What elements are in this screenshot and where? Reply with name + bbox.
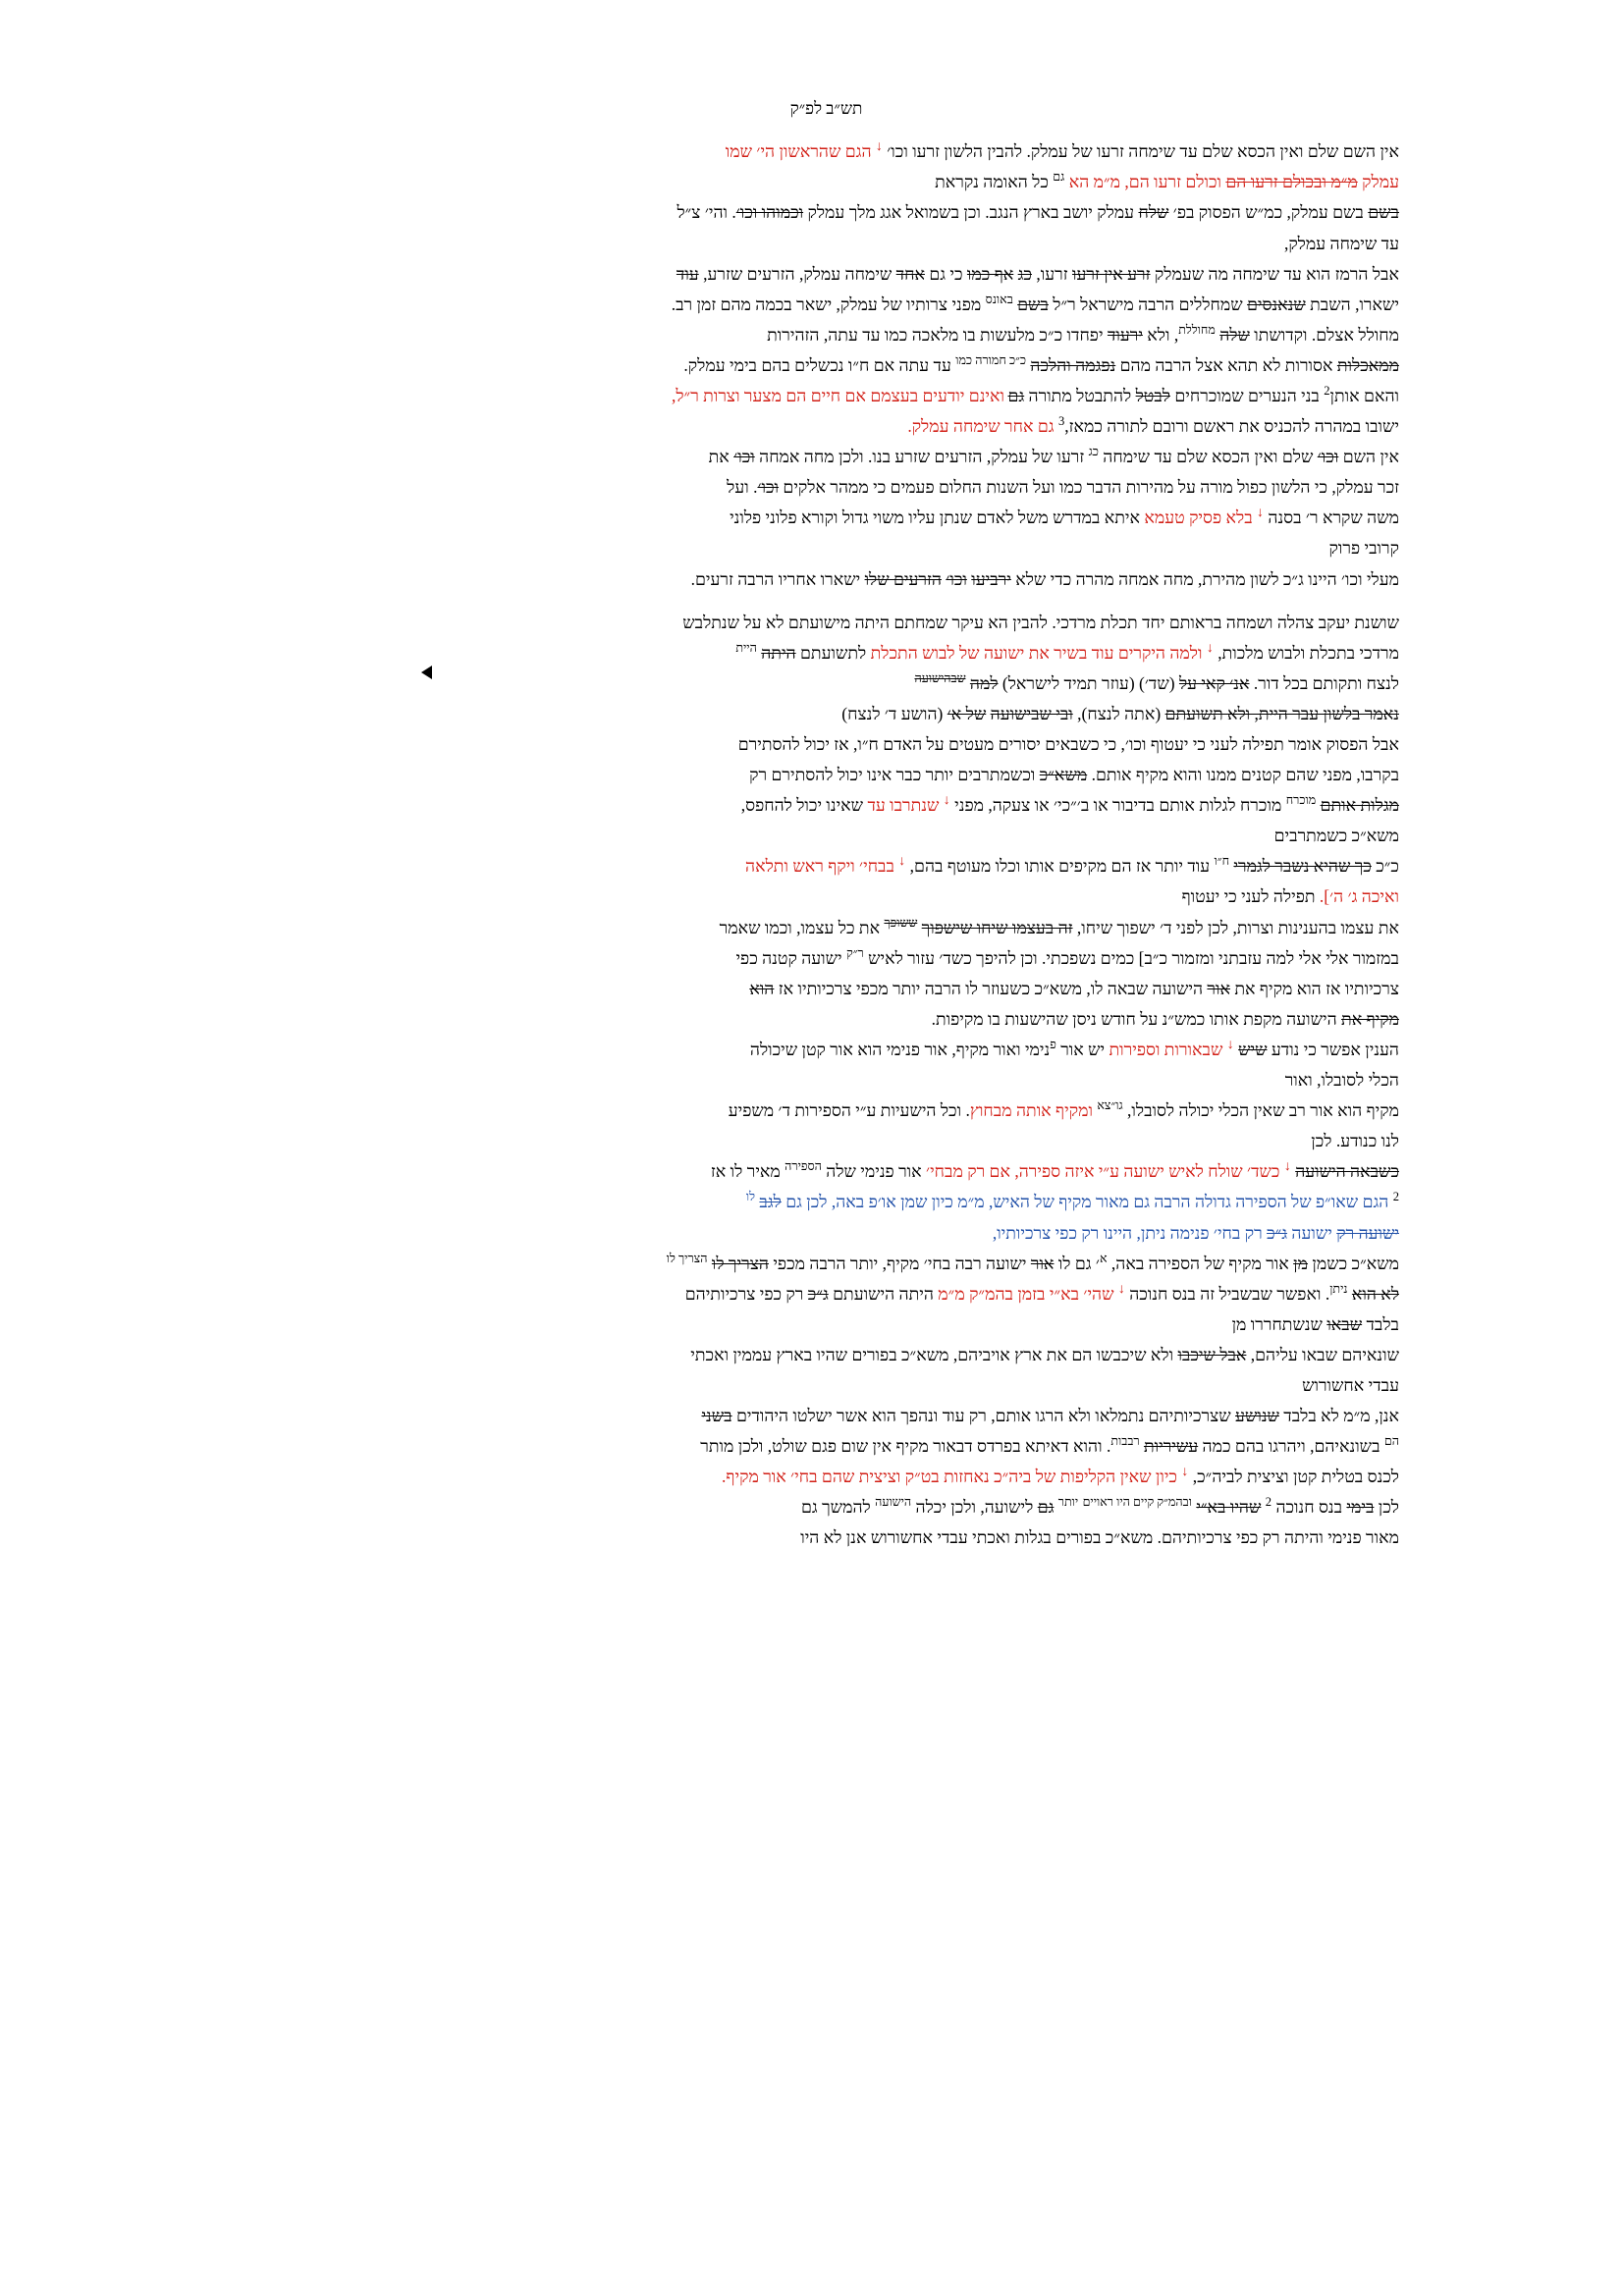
- paragraph: [224, 411, 1399, 441]
- text-run: זרעו,: [1032, 263, 1072, 284]
- text-run: ולא שיכבשו הם את ארץ אויביהם, משא״כ בפורים שהיו בארץ עממין ואכתי: [690, 1344, 1178, 1364]
- text-run: צרכיותיו אז הוא מקיף את: [1230, 978, 1399, 998]
- paragraph: [224, 1370, 1399, 1400]
- text-run: הוא: [749, 978, 775, 998]
- text-run: ישועה רבה בחי׳ מקיף, יותר הרבה מכפי: [768, 1253, 1031, 1273]
- text-run: שמחללים הרבה מישראל ר״ל: [1048, 294, 1247, 314]
- text-run: זכר עמלק, כי הלשון כפול מורה על מהירות הדבר כמו ועל השנות החלום פעמים כי ממהר אלקים: [779, 477, 1399, 498]
- text-run: היתה: [761, 642, 796, 663]
- text-run: כיון שאין הקליפות של ביה״כ נאחזות בט״ק וציצית שהם בחי׳ אור מקיף.: [722, 1467, 1182, 1487]
- text-run: תפילה לעני כי יעטוף: [1181, 886, 1320, 907]
- text-run: כי גם: [924, 263, 967, 284]
- text-run: כל האומה נקראת: [935, 172, 1054, 192]
- text-run: אף כמו: [966, 263, 1014, 284]
- text-run: היית: [735, 640, 757, 655]
- paragraph: [224, 1004, 1399, 1034]
- text-run: ובי שבישועה: [990, 703, 1073, 723]
- text-run: ומקיף אותה מבחוץ: [969, 1100, 1093, 1121]
- text-run: בשם: [1017, 294, 1049, 314]
- text-run: לתשועתם: [795, 642, 871, 663]
- text-run: (שד׳) (עוזר תמיד לישראל): [998, 672, 1179, 693]
- text-run: פ: [1050, 1038, 1056, 1052]
- text-run: ↓: [1181, 1465, 1189, 1480]
- text-run: זרעו של עמלק, הזרעים שזרע בנו. ולכן מחה אמחה: [754, 447, 1089, 467]
- text-run: ו״צא: [1097, 1098, 1119, 1113]
- text-run: ניתן: [1329, 1281, 1348, 1296]
- text-run: לכן: [1374, 1497, 1399, 1518]
- text-run: לו: [745, 1190, 756, 1204]
- text-run: בני הנערים שמוכרחים: [1170, 385, 1325, 405]
- text-run: בשם: [1368, 202, 1399, 223]
- text-run: את: [708, 447, 734, 467]
- text-run: מרדכי בתכלת ולבוש מלכות,: [1213, 642, 1399, 663]
- text-run: גם: [1007, 385, 1025, 405]
- text-run: מוכרח: [1285, 793, 1317, 808]
- paragraph: [224, 197, 1399, 227]
- paragraph: [224, 167, 1399, 196]
- text-run: קרובי פרוק: [1328, 538, 1399, 559]
- paragraph: [224, 1095, 1399, 1125]
- text-run: לישועה, ולכן יכלה: [911, 1497, 1038, 1518]
- text-run: שנשתחררו מן: [1231, 1313, 1327, 1334]
- text-run: ג״כ: [807, 1283, 829, 1304]
- text-run: שבאורות וספירות: [1109, 1039, 1227, 1059]
- paragraph: [224, 1431, 1399, 1461]
- text-run: זרע אין זרעו: [1071, 263, 1151, 284]
- text-run: את עצמו בהענינות וצרות, לכן לפני ד׳ ישפוך שיחו,: [1072, 917, 1399, 937]
- text-run: מוכרח לגלות אותם בדיבור או ב׳״כי׳ או צעקה, מפני: [949, 795, 1286, 816]
- text-run: משא״כ: [1039, 765, 1088, 785]
- paragraph: [224, 381, 1399, 410]
- text-run: שושנת יעקב צהלה ושמחה בראותם יחד תכלת מרדכי. להבין הא עיקר שמחתם היתה מישועתם לא על שנתלבש: [682, 612, 1399, 632]
- paragraph: [224, 668, 1399, 698]
- text-run: וכולם זרעו הם, מ״מ הא: [1064, 172, 1226, 192]
- text-run: הכלי לסובלו, ואור: [1284, 1070, 1399, 1091]
- text-run: ישארו אחריו הרבה זרעים.: [690, 568, 865, 589]
- paragraph: [224, 564, 1399, 594]
- text-run: שנתרבו עד: [867, 795, 944, 816]
- text-run: למה: [969, 672, 999, 693]
- text-run: ואיכה ג׳ ה׳].: [1319, 886, 1399, 907]
- text-run: . והוא דאיתא בפרדס דבאור מקיף אין שום פגם שולט, ולכן מותר: [700, 1436, 1111, 1457]
- text-run: לגב: [759, 1192, 782, 1212]
- paragraph: [224, 1492, 1399, 1522]
- text-run: וכו׳: [1317, 447, 1339, 467]
- text-run: נימי ואור מקיף, אור פנימי הוא אור קטן שיכולה: [749, 1039, 1051, 1059]
- text-run: של א׳: [947, 703, 987, 723]
- paragraph: [224, 1249, 1399, 1278]
- text-run: להתבטל מתורה: [1024, 385, 1136, 405]
- text-run: ישועה רק: [1336, 1222, 1399, 1243]
- text-run: בשונאיהם, ויהרגו בהם כמה: [1198, 1436, 1384, 1457]
- text-run: לנו כנודע. לכן: [1311, 1131, 1399, 1151]
- text-run: ↓: [1206, 640, 1214, 656]
- text-run: . ואפשר שבשביל זה בנס חנוכה: [1124, 1283, 1330, 1304]
- text-run: שאינו יכול להחפס,: [740, 795, 868, 816]
- text-run: ולמה היקרים עוד בשיר את ישועה של לבוש התכלת: [870, 642, 1207, 663]
- text-run: . וכל הישעיות ע״י הספירות ד׳ משפיע: [728, 1100, 970, 1121]
- text-run: מגלות אותם: [1320, 795, 1399, 816]
- text-run: עמלק: [1357, 172, 1399, 192]
- text-run: בשני: [701, 1406, 732, 1426]
- text-run: ↓: [1257, 506, 1265, 521]
- text-run: אחד: [895, 263, 925, 284]
- text-run: בימי: [1346, 1497, 1375, 1518]
- paragraph: [224, 760, 1399, 789]
- text-run: ישועה קטנה כפי: [735, 947, 846, 968]
- paragraph: [224, 608, 1399, 637]
- text-run: . והי׳ צ״ל: [676, 202, 736, 223]
- text-run: מפני צרותיו של עמלק, ישאר בכמה מהם זמן רב.: [671, 294, 986, 314]
- text-run: הם: [1383, 1434, 1399, 1449]
- text-run: אין השם שלם ואין הכסא שלם עד שימחה זרעו של עמלק. להבין הלשון זרעו וכו׳: [882, 141, 1399, 162]
- text-run: לבטל: [1135, 385, 1170, 405]
- text-run: שנושע: [1235, 1406, 1279, 1426]
- text-run: הענין אפשר כי נודע: [1267, 1039, 1399, 1059]
- text-run: והאם אותן: [1329, 385, 1399, 405]
- text-run: מאיר לו אז: [710, 1161, 785, 1182]
- text-run: ↓: [1117, 1281, 1125, 1297]
- text-run: עד עתה אם ח״ו נכשלים בהם בימי עמלק.: [683, 354, 956, 375]
- paragraph: [224, 1309, 1399, 1339]
- text-run: ח״ו: [1214, 854, 1230, 869]
- text-run: , ולא: [1142, 324, 1179, 345]
- paragraph: [224, 320, 1399, 349]
- text-run: ירביעו: [971, 568, 1011, 589]
- paragraph: [224, 821, 1399, 850]
- text-run: מחוללת: [1178, 322, 1216, 337]
- text-run: א: [1099, 1251, 1108, 1265]
- paragraph: [224, 1156, 1399, 1186]
- text-run: משה שקרא ר׳ בסנה: [1264, 507, 1399, 528]
- text-run: שהי׳ בא״י בזמן בהמ״ק מ״מ: [938, 1283, 1118, 1304]
- text-run: הגם שהראשון הי׳ שמו: [725, 141, 876, 162]
- paragraph: [224, 729, 1399, 759]
- text-run: מחולל אצלם. וקדושתו: [1249, 324, 1399, 345]
- document-body: [224, 94, 1399, 1554]
- text-run: כג: [1017, 263, 1032, 284]
- text-run: יפחדו כ״כ מלעשות בו מלאכה כמו עד עתה, הזהירות: [767, 324, 1108, 345]
- paragraph: [224, 442, 1399, 471]
- paragraph: [224, 1126, 1399, 1155]
- text-run: כשבאה הישועה: [1295, 1161, 1399, 1182]
- text-run: יותר: [1057, 1495, 1079, 1510]
- text-run: הזרעים שלו: [864, 568, 942, 589]
- text-run: בנס חנוכה: [1271, 1497, 1347, 1518]
- text-run: באונס: [985, 292, 1013, 306]
- text-run: לכנס בטלית קטן וציצית לביה״כ,: [1188, 1467, 1399, 1487]
- text-run: ג״כ: [1267, 1222, 1288, 1243]
- text-run: הצריך לו: [666, 1251, 708, 1265]
- text-run: שבאו: [1326, 1313, 1363, 1334]
- text-run: הגם שאו״פ של הספירה גדולה הרבה גם מאור מקיף של האיש, מ״מ כיון שמן או׳פ באה, לכן גם: [781, 1192, 1393, 1212]
- paragraph: [224, 1462, 1399, 1491]
- text-run: ישארו, השבת: [1305, 294, 1399, 314]
- text-run: כך שהיא נשבר לגמרי: [1233, 856, 1372, 877]
- text-run: בקרבו, מפני שהם קטנים ממנו והוא מקיף אותם.: [1087, 765, 1399, 785]
- paragraph: [224, 913, 1399, 942]
- text-run: רבבות: [1110, 1434, 1140, 1449]
- text-run: אנ׳ קאי על: [1178, 672, 1250, 693]
- text-run: עבדי אחשורוש: [1302, 1374, 1399, 1395]
- text-run: אור פנימי שלה: [821, 1161, 927, 1182]
- paragraph: [224, 1279, 1399, 1308]
- paragraph: [224, 881, 1399, 911]
- text-run: בבחי׳ ויקף ראש ותלאה: [745, 856, 899, 877]
- text-run: את כל עצמו, וכמו שאמר: [719, 917, 885, 937]
- text-run: וכו׳: [733, 447, 755, 467]
- paragraph: [224, 259, 1399, 289]
- text-run: ממאכלות: [1336, 354, 1399, 375]
- text-run: הישועה: [875, 1495, 912, 1510]
- paragraph: [224, 1187, 1399, 1216]
- text-run: אור: [1207, 978, 1230, 998]
- text-run: שצרכיותיהם נתמלאו ולא הרגו אותם, רק עוד ונהפך הוא אשר ישלטו היהודים: [731, 1406, 1236, 1426]
- paragraph: [224, 1065, 1399, 1095]
- paragraph: [224, 290, 1399, 319]
- text-run: ישובו במהרה להכניס את ראשם ורובם לתורה כמאז,: [1064, 416, 1399, 437]
- text-run: הספירה: [784, 1159, 822, 1174]
- text-run: וכמוהו וכו׳: [735, 202, 804, 223]
- text-run: (אתה לנצח),: [1072, 703, 1165, 723]
- text-run: וכו׳: [946, 568, 967, 589]
- text-run: . ועל: [727, 477, 758, 498]
- text-run: לנצח ותקותם בכל דור.: [1249, 672, 1399, 693]
- paragraph: [224, 472, 1399, 502]
- text-run: אין השם: [1338, 447, 1399, 467]
- text-run: ששופך: [884, 915, 918, 930]
- page-header: תש״ב לפ״ק: [789, 99, 863, 118]
- paragraph: [224, 851, 1399, 881]
- text-run: אבל הפסוק אומר תפילה לעני כי יעטוף וכו׳, כי כשבאים יסורים מעטים על האדם ח״ו, אז יכול להסתירם: [737, 734, 1399, 755]
- paragraph: [224, 136, 1399, 166]
- text-run: מאור פנימי והיתה רק כפי צרכיותיהם. משא״כ בפורים בגלות ואכתי עבדי אחשורוש אנן לא היו: [800, 1527, 1399, 1548]
- text-run: איתא במדרש משל לאדם שנתן עליו משוי גדול וקורא פלוני פלוני: [730, 507, 1145, 528]
- paragraph-list: [224, 136, 1399, 1552]
- text-run: הישועה מקפת אותו כמש״נ על חודש ניסן שהישעות בו מקיפות.: [931, 1008, 1342, 1029]
- text-run: עוד יותר אז הם מקיפים אותו וכלו מעוטף בהם,: [905, 856, 1215, 877]
- text-run: כ״כ: [1371, 856, 1399, 877]
- text-run: גם אחר שימחה עמלק.: [907, 416, 1055, 437]
- text-run: עמלק יושב בארץ הנגב. וכן בשמואל אגג מלך עמלק: [803, 202, 1139, 223]
- paragraph: [224, 943, 1399, 973]
- text-run: כשד׳ שולח לאיש ישועה ע״י איזה ספירה, אם רק מבחי׳: [926, 1161, 1284, 1182]
- text-run: שהיו בא״י: [1196, 1497, 1262, 1518]
- text-run: ירעוד: [1107, 324, 1143, 345]
- text-run: בלבד: [1362, 1313, 1399, 1334]
- text-run: לא הוא: [1351, 1283, 1399, 1304]
- paragraph: [224, 638, 1399, 667]
- text-run: ׳ גם לו: [1054, 1253, 1100, 1273]
- text-run: בשם עמלק, כמ״ש הפסוק בפ׳: [1168, 202, 1369, 223]
- text-run: יש אור: [1055, 1039, 1109, 1059]
- text-run: שבהישועה: [914, 671, 966, 685]
- text-run: 2: [1392, 1190, 1399, 1204]
- text-run: אנן, מ״מ לא בלבד: [1278, 1406, 1399, 1426]
- paragraph: [224, 1035, 1399, 1064]
- text-run: מ״מ ובכולם זרעו הם: [1225, 172, 1358, 192]
- text-run: שלח: [1138, 202, 1169, 223]
- paragraph: [224, 350, 1399, 380]
- paragraph: [224, 790, 1399, 820]
- text-run: ג: [1118, 1098, 1123, 1113]
- text-run: משא״כ כשמן: [1308, 1253, 1399, 1273]
- text-run: אור: [1030, 1253, 1055, 1273]
- text-run: שונאיהם שבאו עליהם,: [1246, 1344, 1399, 1364]
- text-run: גם: [1037, 1497, 1055, 1518]
- text-run: אבל שיכבו: [1177, 1344, 1247, 1364]
- paragraph: [224, 1522, 1399, 1552]
- text-run: היתה הישועתם: [828, 1283, 939, 1304]
- text-run: ובהמ״ק קיים היו ראויים: [1082, 1495, 1192, 1510]
- text-run: 3: [1057, 414, 1065, 429]
- text-run: הצריך לו: [711, 1253, 769, 1273]
- text-run: ישועה: [1287, 1222, 1337, 1243]
- text-run: שלם ואין הכסא שלם עד שימחה: [1098, 447, 1318, 467]
- text-run: שימחה עמלק, הזרעים שזרע,: [698, 263, 896, 284]
- text-run: רק בחי׳ פנימה ניתן, היינו רק כפי צרכיותיו,: [992, 1222, 1268, 1243]
- text-run: ואינם יודעים בעצמם אם חיים הם מצער וצרות ר״ל,: [671, 385, 1004, 405]
- text-run: ↓: [943, 793, 950, 809]
- text-run: בלא פסיק טעמא: [1144, 507, 1258, 528]
- text-run: 2: [1265, 1495, 1272, 1510]
- text-run: ↓: [898, 854, 906, 870]
- text-run: נאמר בלשון עבר היית, ולא תשועתם: [1164, 703, 1399, 723]
- text-run: רק כפי צרכיותיהם: [684, 1283, 808, 1304]
- paragraph: [224, 229, 1399, 258]
- text-run: להמשך גם: [801, 1497, 876, 1518]
- text-run: אור מקיף של הספירה באה,: [1107, 1253, 1294, 1273]
- paragraph: [224, 974, 1399, 1003]
- paragraph: [224, 533, 1399, 562]
- text-run: במזמור אלי אלי למה עזבתני ומזמור כ״ב] כמים נשפכתי. וכן להיפך כשד׳ עזור לאיש: [863, 947, 1399, 968]
- text-run: משא״כ כשמתרבים: [1273, 826, 1399, 846]
- text-run: וכשמתרבים יותר כבר אינו יכול להסתירם רק: [749, 765, 1040, 785]
- text-run: (הושע ד׳ לנצח): [841, 703, 947, 723]
- text-run: ר״ק: [846, 945, 864, 960]
- text-run: ↓: [1283, 1159, 1291, 1175]
- text-run: זה בעצמו שיחו שישפוך: [921, 917, 1073, 937]
- paragraph: [224, 1340, 1399, 1369]
- text-run: אבל הרמז הוא עד שימחה מה שעמלק: [1150, 263, 1399, 284]
- text-run: כ״כ חמורה כמו: [955, 353, 1027, 368]
- text-run: עד שימחה עמלק,: [1283, 233, 1399, 253]
- text-run: שנאנסים: [1247, 294, 1306, 314]
- text-run: מן: [1293, 1253, 1308, 1273]
- text-run: גם: [1053, 170, 1065, 185]
- text-run: ↓: [1226, 1038, 1234, 1053]
- text-run: וכו׳: [757, 477, 780, 498]
- text-run: שלה: [1219, 324, 1250, 345]
- paragraph: [224, 503, 1399, 532]
- text-run: עוד: [676, 263, 699, 284]
- text-run: ↓: [875, 139, 883, 155]
- paragraph: [224, 699, 1399, 728]
- paragraph: [224, 1401, 1399, 1430]
- text-run: עשיריות: [1143, 1436, 1199, 1457]
- text-run: הישועה שבאה לו, משא״כ כשעוזר לו הרבה יותר מכפי צרכיותיו אז: [774, 978, 1208, 998]
- text-run: שיש: [1238, 1039, 1268, 1059]
- text-run: מקיף את: [1341, 1008, 1399, 1029]
- text-run: כג: [1088, 445, 1099, 459]
- text-run: 2: [1324, 384, 1330, 399]
- text-run: נפגמה והלכה: [1030, 354, 1116, 375]
- text-run: מעלי וכו׳ היינו ג״כ לשון מהירת, מחה אמחה מהרה כדי שלא: [1010, 568, 1399, 589]
- text-run: אסורות לא תהא אצל הרבה מהם: [1115, 354, 1337, 375]
- paragraph: [224, 1218, 1399, 1248]
- text-run: מקיף הוא אור רב שאין הכלי יכולה לסובלו,: [1122, 1100, 1399, 1121]
